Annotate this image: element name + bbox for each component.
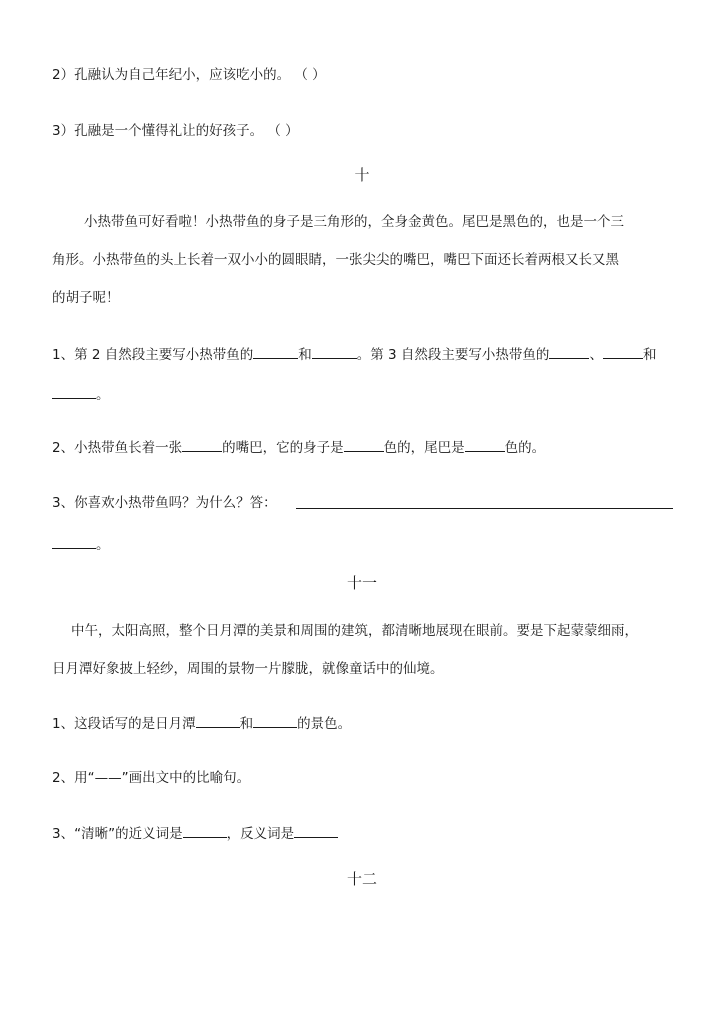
question-10-2-part-c: 色的，尾巴是 [383, 440, 465, 456]
answer-blank[interactable] [196, 713, 240, 728]
question-9-3: 3）孔融是一个懂得礼让的好孩子。 （ ） [52, 123, 299, 139]
answer-blank[interactable] [52, 534, 96, 549]
answer-blank[interactable] [52, 384, 96, 399]
answer-blank[interactable] [253, 713, 297, 728]
question-11-1-part-c: 的景色。 [297, 716, 352, 732]
answer-line-long[interactable] [296, 508, 673, 509]
passage-10-line-2: 角形。小热带鱼的头上长着一双小小的圆眼睛，一张尖尖的嘴巴，嘴巴下面还长着两根又长又黑 [52, 252, 619, 268]
question-11-1 [52, 713, 351, 734]
answer-blank[interactable] [183, 823, 227, 838]
passage-11-line-1: 中午，太阳高照，整个日月潭的美景和周围的建筑，都清晰地展现在眼前。要是下起蒙蒙细雨， [71, 623, 638, 639]
question-11-1-part-a: 1、这段话写的是日月潭 [52, 716, 196, 732]
question-11-2: 2、用“——”画出文中的比喻句。 [52, 770, 251, 786]
question-10-1 [52, 344, 656, 365]
answer-blank[interactable] [549, 344, 589, 359]
passage-10-line-1: 小热带鱼可好看啦！小热带鱼的身子是三角形的，全身金黄色。尾巴是黑色的，也是一个三 [84, 214, 624, 230]
question-10-1-part-a: 1、第 2 自然段主要写小热带鱼的 [52, 347, 254, 363]
question-10-3-end: 。 [96, 537, 110, 553]
question-10-1-end: 。 [96, 387, 110, 403]
question-10-2-part-a: 2、小热带鱼长着一张 [52, 440, 183, 456]
question-9-2: 2）孔融认为自己年纪小，应该吃小的。 （ ） [52, 67, 326, 83]
question-10-1-part-d: 、 [589, 347, 603, 363]
answer-blank[interactable] [182, 437, 222, 452]
passage-11-line-2: 日月潭好象披上轻纱，周围的景物一片朦胧，就像童话中的仙境。 [52, 661, 444, 677]
answer-blank[interactable] [344, 437, 384, 452]
section-heading-11: 十一 [346, 574, 377, 592]
answer-blank[interactable] [465, 437, 505, 452]
answer-blank[interactable] [294, 823, 338, 838]
question-10-3-continuation [52, 534, 110, 555]
question-10-1-continuation [52, 384, 110, 405]
question-10-1-part-e: 和 [642, 347, 657, 363]
question-10-1-part-b: 和 [298, 347, 312, 363]
question-10-2 [52, 437, 545, 458]
question-11-3 [52, 823, 338, 844]
passage-10-line-3: 的胡子呢！ [52, 290, 120, 306]
question-11-3-part-a: 3、“清晰”的近义词是 [52, 826, 183, 842]
section-heading-10: 十 [354, 166, 370, 184]
answer-blank[interactable] [603, 344, 643, 359]
answer-blank[interactable] [253, 344, 298, 359]
question-11-3-part-b: ，反义词是 [226, 826, 295, 842]
question-10-2-part-d: 色的。 [504, 440, 546, 456]
question-11-1-part-b: 和 [239, 716, 254, 732]
answer-blank[interactable] [312, 344, 357, 359]
question-10-3: 3、你喜欢小热带鱼吗？为什么？答： [52, 495, 277, 511]
section-heading-12: 十二 [346, 870, 377, 888]
question-10-1-part-c: 。第 3 自然段主要写小热带鱼的 [356, 347, 550, 363]
question-10-2-part-b: 的嘴巴，它的身子是 [222, 440, 344, 456]
